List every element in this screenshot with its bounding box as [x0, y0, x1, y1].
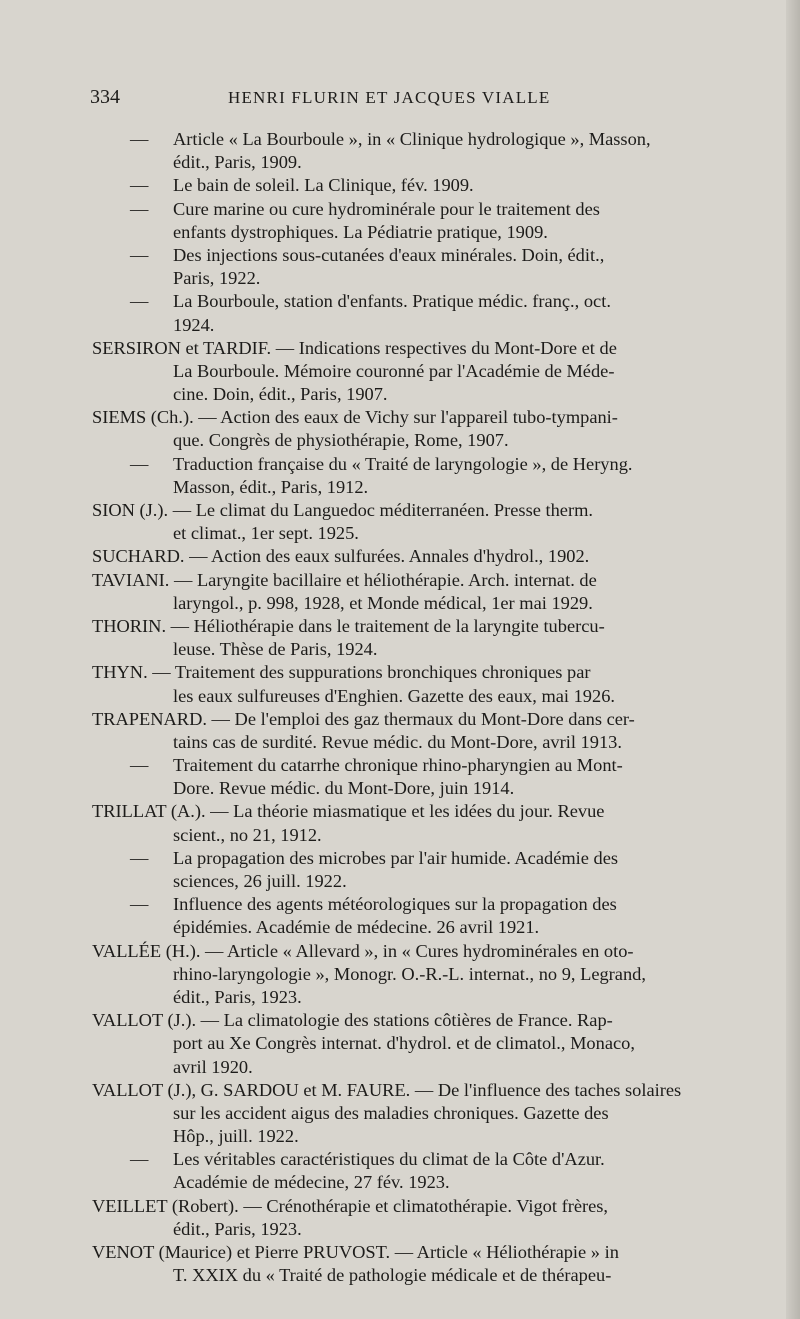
text-line: TRAPENARD. — De l'emploi des gaz thermaux du Mont-Dore dans cer-	[92, 708, 635, 729]
line-text: Des injections sous-cutanées d'eaux minérales. Doin, édit.,	[173, 244, 605, 265]
text-line: Paris, 1922.	[173, 268, 261, 289]
repeat-author-dash: —	[130, 847, 149, 868]
text-line: tains cas de surdité. Revue médic. du Mont-Dore, avril 1913.	[173, 731, 622, 752]
repeat-author-dash: —	[130, 1149, 149, 1170]
repeat-author-dash: —	[130, 244, 149, 265]
repeat-author-dash: —	[130, 129, 149, 149]
text-line	[92, 754, 742, 777]
text-line: THORIN. — Héliothérapie dans le traitement de la laryngite tubercu-	[92, 615, 605, 636]
text-line	[92, 244, 742, 267]
text-line	[92, 893, 742, 916]
line-text: La Bourboule, station d'enfants. Pratique médic. franç., oct.	[173, 291, 611, 312]
text-line: avril 1920.	[173, 1056, 253, 1077]
text-line: édit., Paris, 1923.	[173, 1218, 302, 1239]
line-text: Article « La Bourboule », in « Clinique hydrologique », Masson,	[173, 129, 651, 149]
text-line	[92, 290, 742, 313]
page-edge	[786, 0, 800, 1319]
text-line: édit., Paris, 1909.	[173, 152, 302, 173]
text-line	[92, 847, 742, 870]
text-line: VEILLET (Robert). — Crénothérapie et climatothérapie. Vigot frères,	[92, 1195, 609, 1216]
text-line	[92, 453, 742, 476]
text-line: VENOT (Maurice) et Pierre PRUVOST. — Article « Héliothérapie » in	[92, 1242, 619, 1262]
text-line: sur les accident aigus des maladies chroniques. Gazette des	[173, 1102, 609, 1123]
text-line: SUCHARD. — Action des eaux sulfurées. Annales d'hydrol., 1902.	[92, 546, 590, 567]
text-line: Hôp., juill. 1922.	[173, 1126, 299, 1147]
text-line: SIEMS (Ch.). — Action des eaux de Vichy sur l'appareil tubo-tympani-	[92, 407, 618, 428]
text-line	[92, 174, 742, 197]
text-line: enfants dystrophiques. La Pédiatrie pratique, 1909.	[173, 221, 548, 242]
page-number: 334	[90, 86, 120, 108]
repeat-author-dash: —	[130, 198, 149, 219]
text-line: 1924.	[173, 314, 215, 335]
line-text: La propagation des microbes par l'air humide. Académie des	[173, 847, 619, 868]
text-line: port au Xe Congrès internat. d'hydrol. et de climatol., Monaco,	[173, 1033, 635, 1054]
text-line: VALLOT (J.). — La climatologie des stations côtières de France. Rap-	[92, 1010, 613, 1031]
text-line: TRILLAT (A.). — La théorie miasmatique et les idées du jour. Revue	[92, 801, 605, 822]
line-text: Influence des agents météorologiques sur la propagation des	[173, 894, 617, 915]
text-line: VALLOT (J.), G. SARDOU et M. FAURE. — De l'influence des taches solaires	[92, 1079, 682, 1100]
text-line: Académie de médecine, 27 fév. 1923.	[173, 1172, 450, 1193]
text-line: VALLÉE (H.). — Article « Allevard », in « Cures hydrominérales en oto-	[92, 940, 634, 961]
text-line: SERSIRON et TARDIF. — Indications respectives du Mont-Dore et de	[92, 337, 617, 358]
line-text: Traduction française du « Traité de laryngologie », de Heryng.	[173, 453, 633, 474]
repeat-author-dash: —	[130, 453, 149, 474]
text-line: scient., no 21, 1912.	[173, 824, 322, 845]
text-line: La Bourboule. Mémoire couronné par l'Académie de Méde-	[173, 360, 615, 381]
text-line	[92, 198, 742, 221]
bibliography-text	[92, 128, 742, 1287]
text-line: épidémies. Académie de médecine. 26 avril 1921.	[173, 917, 540, 938]
text-line: sciences, 26 juill. 1922.	[173, 871, 347, 891]
text-line: que. Congrès de physiothérapie, Rome, 1907.	[173, 430, 509, 451]
line-text: Traitement du catarrhe chronique rhino-pharyngien au Mont-	[173, 755, 623, 776]
text-line: laryngol., p. 998, 1928, et Monde médical, 1er mai 1929.	[173, 592, 593, 613]
line-text: Les véritables caractéristiques du climat de la Côte d'Azur.	[173, 1149, 605, 1170]
running-head: HENRI FLURIN ET JACQUES VIALLE	[228, 88, 551, 107]
repeat-author-dash: —	[130, 291, 149, 312]
line-text: Cure marine ou cure hydrominérale pour le traitement des	[173, 198, 600, 219]
line-text: Le bain de soleil. La Clinique, fév. 1909.	[173, 175, 474, 196]
text-line: et climat., 1er sept. 1925.	[173, 523, 359, 544]
text-line: rhino-laryngologie », Monogr. O.-R.-L. internat., no 9, Legrand,	[173, 963, 646, 984]
page-header	[90, 86, 740, 116]
repeat-author-dash: —	[130, 894, 149, 915]
text-line: TAVIANI. — Laryngite bacillaire et héliothérapie. Arch. internat. de	[92, 569, 597, 590]
text-line: Dore. Revue médic. du Mont-Dore, juin 1914.	[173, 778, 515, 799]
text-line: SION (J.). — Le climat du Languedoc méditerranéen. Presse therm.	[92, 500, 593, 520]
text-line	[92, 1148, 742, 1171]
text-line: Masson, édit., Paris, 1912.	[173, 476, 369, 497]
text-line	[92, 128, 742, 151]
text-line: cine. Doin, édit., Paris, 1907.	[173, 384, 388, 405]
text-line: leuse. Thèse de Paris, 1924.	[173, 639, 378, 660]
repeat-author-dash: —	[130, 755, 149, 776]
text-line: THYN. — Traitement des suppurations bronchiques chroniques par	[92, 662, 591, 683]
repeat-author-dash: —	[130, 175, 149, 196]
text-line: T. XXIX du « Traité de pathologie médicale et de thérapeu-	[173, 1265, 612, 1286]
text-line: édit., Paris, 1923.	[173, 986, 302, 1007]
text-line: les eaux sulfureuses d'Enghien. Gazette des eaux, mai 1926.	[173, 685, 615, 706]
